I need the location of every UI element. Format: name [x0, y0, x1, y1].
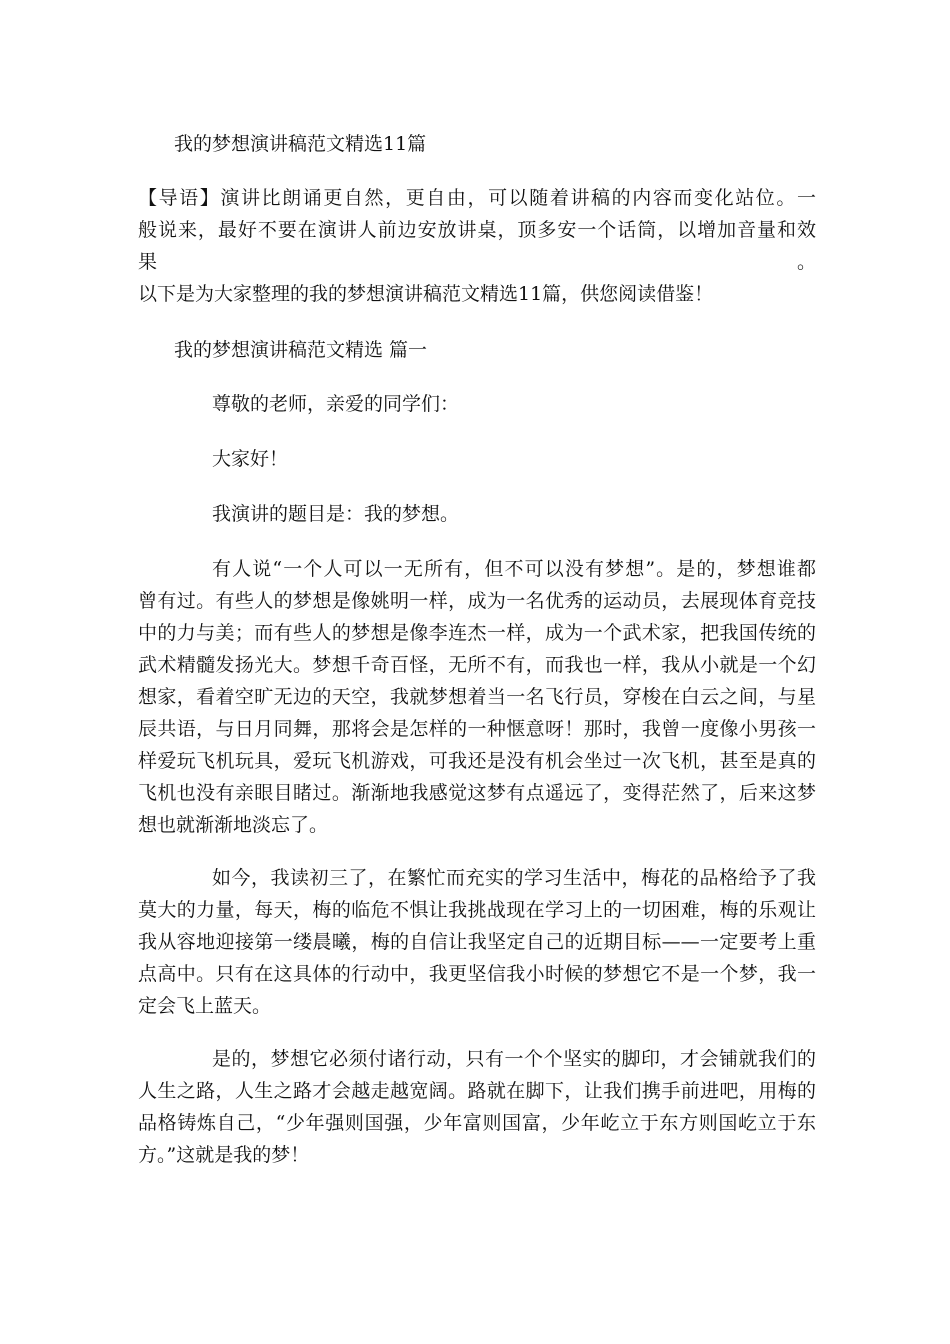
- intro-paragraph: [138, 182, 816, 310]
- paragraph-line: 如今，我读初三了，在繁忙而充实的学习生活中，梅花的品格给予了我: [212, 867, 816, 889]
- section-title: 我的梦想演讲稿范文精选 篇一: [174, 339, 428, 361]
- paragraph-line: 中的力与美；而有些人的梦想是像李连杰一样，成为一个武术家，把我国传统的: [138, 622, 816, 644]
- body-paragraph-1: [138, 553, 816, 841]
- document-page: [138, 128, 816, 1192]
- paragraph-line: 飞机也没有亲眼目睹过。渐渐地我感觉这梦有点遥远了，变得茫然了，后来这梦: [138, 782, 816, 804]
- intro-line: 以下是为大家整理的我的梦想演讲稿范文精选11篇，供您阅读借鉴！: [138, 283, 714, 305]
- paragraph-line: 点高中。只有在这具体的行动中，我更坚信我小时候的梦想它不是一个梦，我一: [138, 963, 816, 985]
- paragraph-line: 想也就渐渐地淡忘了。: [138, 814, 329, 836]
- topic-line: 我演讲的题目是：我的梦想。: [212, 503, 460, 525]
- paragraph-line: 莫大的力量，每天，梅的临危不惧让我挑战现在学习上的一切困难，梅的乐观让: [138, 899, 816, 921]
- paragraph-line: 人生之路，人生之路才会越走越宽阔。路就在脚下，让我们携手前进吧，用梅的: [138, 1080, 816, 1102]
- body-paragraph-2: [138, 862, 816, 1022]
- paragraph-line: 有人说“一个人可以一无所有，但不可以没有梦想”。是的，梦想谁都: [212, 558, 816, 580]
- document-title: 我的梦想演讲稿范文精选11篇: [174, 133, 427, 155]
- paragraph-line: 辰共语，与日月同舞，那将会是怎样的一种惬意呀！那时，我曾一度像小男孩一: [138, 718, 816, 740]
- paragraph-line: 武术精髓发扬光大。梦想千奇百怪，无所不有，而我也一样，我从小就是一个幻: [138, 654, 816, 676]
- greeting-line: 尊敬的老师，亲爱的同学们：: [212, 393, 460, 415]
- body-paragraph-3: [138, 1043, 816, 1171]
- paragraph-line: 想家，看着空旷无边的天空，我就梦想着当一名飞行员，穿梭在白云之间，与星: [138, 686, 816, 708]
- paragraph-line: 品格铸炼自己，“少年强则国强，少年富则国富，少年屹立于东方则国屹立于东: [138, 1112, 816, 1134]
- paragraph-line: 样爱玩飞机玩具，爱玩飞机游戏，可我还是没有机会坐过一次飞机，甚至是真的: [138, 750, 816, 772]
- paragraph-line: 曾有过。有些人的梦想是像姚明一样，成为一名优秀的运动员，去展现体育竞技: [138, 590, 816, 612]
- paragraph-line: 是的，梦想它必须付诸行动，只有一个个坚实的脚印，才会铺就我们的: [212, 1048, 816, 1070]
- intro-line: 般说来，最好不要在演讲人前边安放讲桌，顶多安一个话筒，以增加音量和效果。: [138, 219, 816, 273]
- intro-line: 【导语】演讲比朗诵更自然，更自由，可以随着讲稿的内容而变化站位。一: [138, 187, 816, 209]
- paragraph-line: 定会飞上蓝天。: [138, 995, 272, 1017]
- paragraph-line: 方。”这就是我的梦！: [138, 1144, 310, 1166]
- paragraph-line: 我从容地迎接第一缕晨曦，梅的自信让我坚定自己的近期目标——一定要考上重: [138, 931, 816, 953]
- hello-line: 大家好！: [212, 448, 289, 470]
